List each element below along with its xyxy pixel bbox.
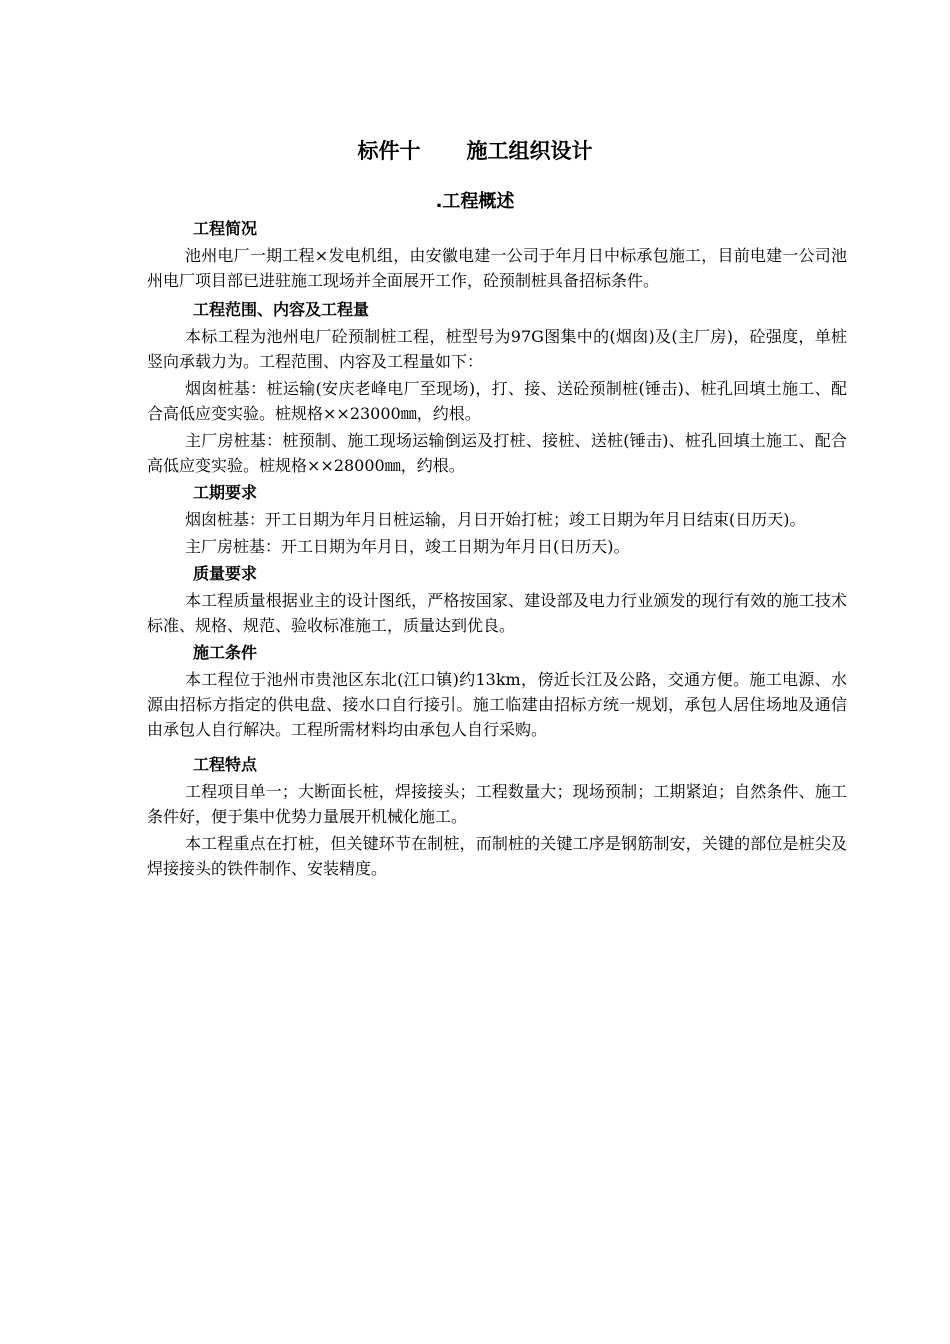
paragraph-scope-intro: 本标工程为池州电厂砼预制桩工程，桩型号为97G图集中的(烟囱)及(主厂房)，砼强度，单桩竖向承载力为。工程范围、内容及工程量如下： xyxy=(147,327,847,371)
document-title xyxy=(0,136,950,166)
section-heading: .工程概述 xyxy=(435,191,515,212)
subsection-heading-scope: 工程范围、内容及工程量 xyxy=(193,300,370,319)
subsection-heading-overview: 工程简况 xyxy=(193,219,258,238)
subsection-heading-quality: 质量要求 xyxy=(193,564,258,583)
document-body xyxy=(147,216,847,881)
paragraph-schedule-chimney: 烟囱桩基：开工日期为年月日桩运输，月日开始打桩；竣工日期为年月日结束(日历天)。 xyxy=(185,510,806,529)
document-title-part1: 标件十 xyxy=(357,139,421,163)
paragraph-conditions: 本工程位于池州市贵池区东北(江口镇)约13km，傍近长江及公路，交通方便。施工电源、水源由招标方指定的供电盘、接水口自行接引。施工临建由招标方统一规划，承包人居住场地及通信由承包人自行解决。工程所需材料均由承包人自行采购。 xyxy=(147,670,847,739)
paragraph-scope-chimney: 烟囱桩基：桩运输(安庆老峰电厂至现场)，打、接、送砼预制桩(锤击)、桩孔回填土施工、配合高低应变实验。桩规格××23000㎜，约根。 xyxy=(147,379,847,423)
paragraph-overview: 池州电厂一期工程×发电机组，由安徽电建一公司于年月日中标承包施工，目前电建一公司池州电厂项目部已进驻施工现场并全面展开工作，砼预制桩具备招标条件。 xyxy=(147,246,847,290)
subsection-heading-schedule: 工期要求 xyxy=(193,483,258,502)
paragraph-quality: 本工程质量根据业主的设计图纸，严格按国家、建设部及电力行业颁发的现行有效的施工技术标准、规格、规范、验收标准施工，质量达到优良。 xyxy=(147,591,847,635)
subsection-heading-conditions: 施工条件 xyxy=(193,643,258,662)
paragraph-schedule-main-building: 主厂房桩基：开工日期为年月日，竣工日期为年月日(日历天)。 xyxy=(185,537,630,556)
paragraph-features: 工程项目单一；大断面长桩，焊接接头；工程数量大；现场预制；工期紧迫；自然条件、施工条件好，便于集中优势力量展开机械化施工。 xyxy=(147,782,847,826)
document-title-part2: 施工组织设计 xyxy=(466,139,593,163)
paragraph-key-points: 本工程重点在打桩，但关键环节在制桩，而制桩的关键工序是钢筋制安，关键的部位是桩尖及焊接接头的铁件制作、安装精度。 xyxy=(147,834,847,878)
paragraph-scope-main-building: 主厂房桩基：桩预制、施工现场运输倒运及打桩、接桩、送桩(锤击)、桩孔回填土施工、配合高低应变实验。桩规格××28000㎜，约根。 xyxy=(147,431,847,475)
subsection-heading-features: 工程特点 xyxy=(193,755,258,774)
